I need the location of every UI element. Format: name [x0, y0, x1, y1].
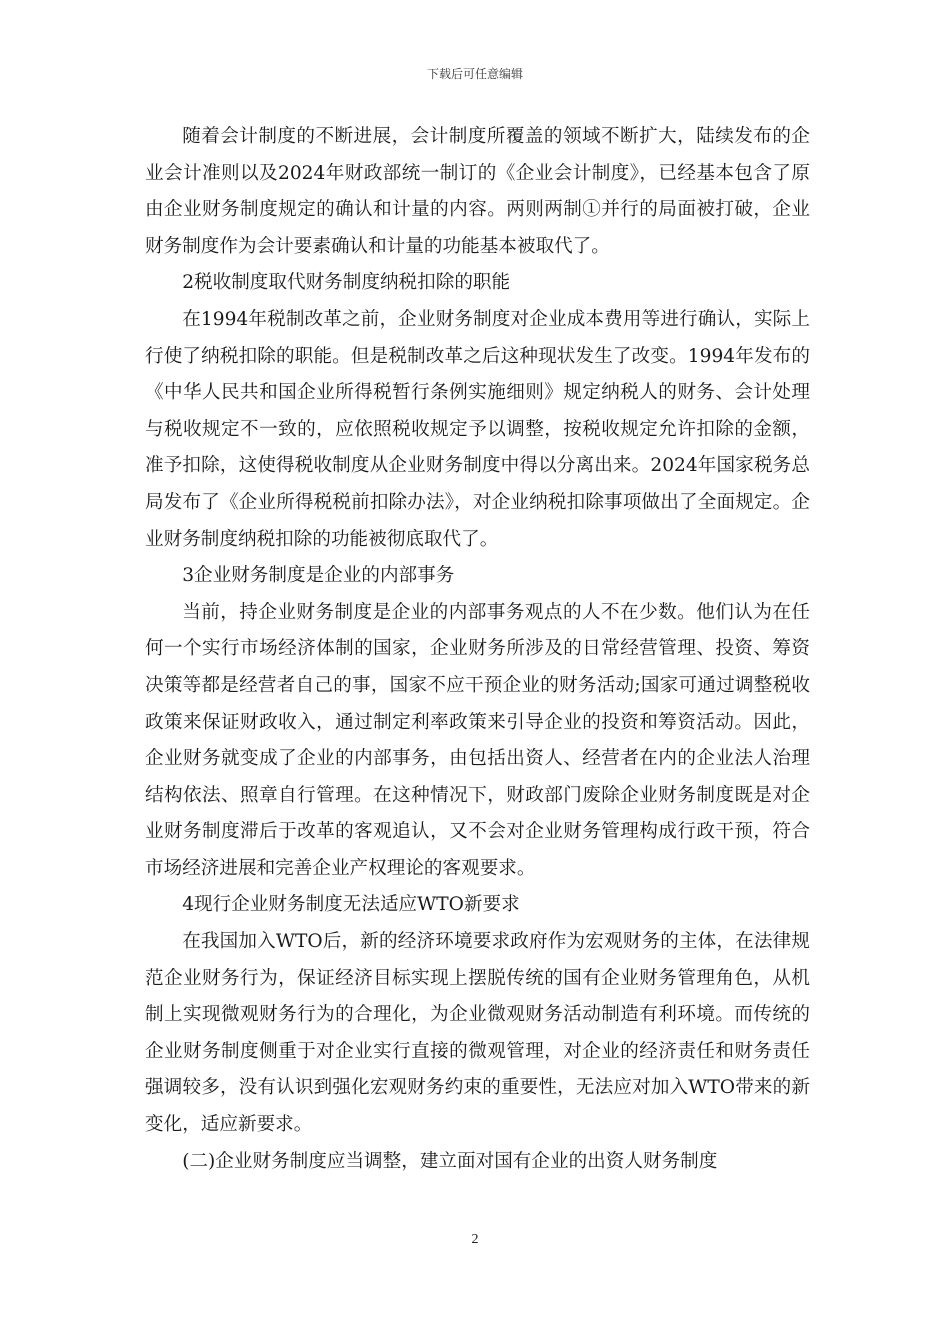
page-number: 2	[471, 1232, 479, 1247]
paragraph-tax-reform: 在1994年税制改革之前，企业财务制度对企业成本费用等进行确认，实际上行使了纳税扣除的职能。但是税制改革之后这种现状发生了改变。1994年发布的《中华人民共和国企业所得税暂行条例实施细则》规定纳税人的财务、会计处理与税收规定不一致的，应依照税收规定予以调整，按税收规定允许扣除的金额，准予扣除，这使得税收制度从企业财务制度中得以分离出来。2024年国家税务总局发布了《企业所得税税前扣除办法》，对企业纳税扣除事项做出了全面规定。企业财务制度纳税扣除的功能被彻底取代了。	[145, 308, 810, 550]
paragraph-wto: 在我国加入WTO后，新的经济环境要求政府作为宏观财务的主体，在法律规范企业财务行为，保证经济目标实现上摆脱传统的国有企业财务管理角色，从机制上实现微观财务行为的合理化，为企业微观财务活动制造有利环境。而传统的企业财务制度侧重于对企业实行直接的微观管理，对企业的经济责任和财务责任强调较多，没有认识到强化宏观财务约束的重要性，无法应对加入WTO带来的新变化，适应新要求。	[145, 931, 810, 1136]
section-heading-3: 3企业财务制度是企业的内部事务	[182, 565, 455, 587]
section-heading-4: 4现行企业财务制度无法适应WTO新要求	[182, 894, 520, 916]
section-heading-ii: (二)企业财务制度应当调整，建立面对国有企业的出资人财务制度	[182, 1150, 718, 1172]
section-heading-2: 2税收制度取代财务制度纳税扣除的职能	[182, 272, 511, 294]
paragraph-internal-affairs: 当前，持企业财务制度是企业的内部事务观点的人不在少数。他们认为在任何一个实行市场经济体制的国家，企业财务所涉及的日常经营管理、投资、筹资决策等都是经营者自己的事，国家不应干预企业的财务活动;国家可通过调整税收政策来保证财政收入，通过制定利率政策来引导企业的投资和筹资活动。因此，企业财务就变成了企业的内部事务，由包括出资人、经营者在内的企业法人治理结构依法、照章自行管理。在这种情况下，财政部门废除企业财务制度既是对企业财务制度滞后于改革的客观追认，又不会对企业财务管理构成行政干预，符合市场经济进展和完善企业产权理论的客观要求。	[145, 601, 810, 879]
page-header: 下载后可任意编辑	[426, 67, 523, 81]
document-body	[145, 119, 810, 1180]
paragraph-accounting-system: 随着会计制度的不断进展，会计制度所覆盖的领域不断扩大，陆续发布的企业会计准则以及2024年财政部统一制订的《企业会计制度》，已经基本包含了原由企业财务制度规定的确认和计量的内容。两则两制①并行的局面被打破，企业财务制度作为会计要素确认和计量的功能基本被取代了。	[145, 126, 810, 257]
